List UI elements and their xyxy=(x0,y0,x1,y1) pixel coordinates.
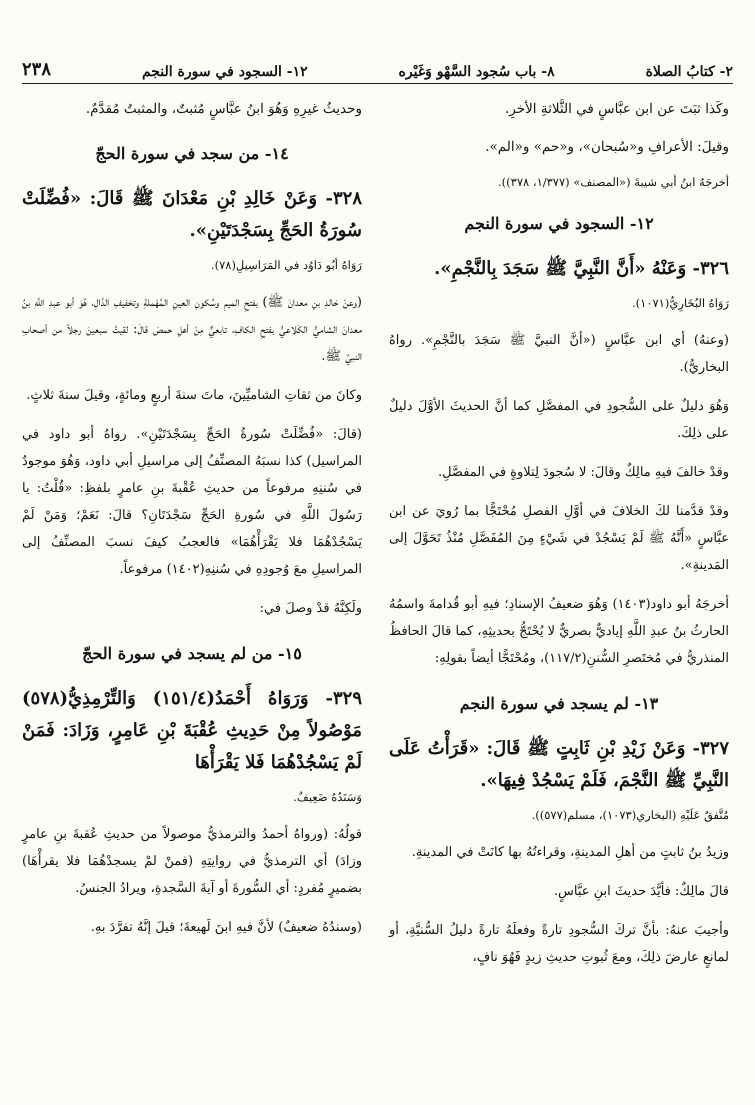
section-title: ١٢- السجود في سورة النجم xyxy=(464,214,654,233)
header-chapter-title: ٨- باب سُجود السَّهْو وَغَيْره xyxy=(398,64,555,80)
commentary: (وعنهُ) أي ابن عبَّاسٍ («أنَّ النبيَّ ﷺ سَجَدَ بالنَّجْمِ». رواهُ البخاريُّ). xyxy=(389,333,729,375)
commentary: أخرجَهُ أبو داود(١٤٠٣) وَهُوَ ضعيفُ الإسنادِ؛ فيهِ أبو قُدامةَ واسمُهُ الحارثُ بنُ عبدِ اللَّهِ إياديٌّ بصريٌّ لا يُحْتَجُّ بحديثِهِ، كما قالَ الحافظُ المنذريُّ في مُختَصرِ السُّننِ(١١٧/٢)، ومُحْتَجًّا أيضاً بقولِهِ: xyxy=(389,597,730,666)
commentary: وزيدُ بنُ ثابتٍ من أهلِ المدينةِ، وقراءتُهُ بها كانَتْ في المدينةِ. xyxy=(411,845,729,860)
source-citation: أخرجَهُ ابنُ أبي شيبةَ («المصنف» (١/٣٧٧، ٣٧٨)). xyxy=(498,175,729,189)
hadith-grading: وَسَنَدُهُ ضَعِيفٌ. xyxy=(293,790,362,804)
commentary: ولَكِنَّهُ قدْ وصلَ في: xyxy=(259,601,362,616)
section-title: ١٥- من لم يسجد في سورة الحجّ xyxy=(82,644,302,663)
page-number: ٢٣٨ xyxy=(22,59,52,80)
hadith-text: ٣٢٨- وَعَنْ خَالِدِ بْنِ مَعْدَانَ ﷺ قَالَ: «فُضِّلَتْ سُورَةُ الحَجِّ بِسَجْدَتَيْنِ». xyxy=(22,188,362,241)
commentary: وقدْ خالفَ فيهِ مالِكٌ وقالَ: لا سُجودَ لِتلاوةٍ في المفصَّلِ. xyxy=(437,465,729,480)
section-title: ١٤- من سجد في سورة الحجّ xyxy=(95,144,289,163)
hadith-text: ٣٢٦- وَعَنْهُ «أَنَّ النَّبِيَّ ﷺ سَجَدَ بِالنَّجْمِ». xyxy=(434,258,729,279)
commentary: (وعنْ خالدِ بنِ معدانَ ﷺ) بفتحِ الميمِ وسُكونِ العينِ المُهْملةِ وتخفيفِ الدَّالِ، هُوَ أبو عبدِ اللَّهِ بنُ معدانَ الشاميُّ الكَلاعيُّ بفتحِ الكافِ، تابعيٌّ مِنْ أهلِ حمصَ قالَ: لقيتُ سبعينَ رجلاً من أصحابِ النبيِّ ﷺ. xyxy=(22,295,362,364)
header-book-title: ٢- كتابُ الصلاة xyxy=(645,64,733,80)
section-title: ١٣- لم يسجد في سورة النجم xyxy=(459,694,659,713)
running-header xyxy=(22,58,733,84)
commentary: قالَ مالِكٌ: فأيَّدَ حديثَ ابنِ عبَّاسٍ. xyxy=(553,884,729,899)
paragraph: وكَذا ثبَتَ عن ابن عبَّاسٍ في الثَّلاثةِ الأخرِ. xyxy=(505,101,729,117)
hadith-source: رَوَاهُ أبُو دَاوُد في المَرَاسِيلِ(٧٨). xyxy=(210,258,362,272)
header-section-title: ١٢- السجود في سورة النجم xyxy=(141,64,308,80)
commentary: وَهُوَ دليلٌ على السُّجودِ في المفصَّلِ كما أنَّ الحديثَ الأوَّلَ دليلٌ على ذلِكَ. xyxy=(389,399,729,441)
commentary: وقدْ قدَّمنا لكَ الخلافَ في أوَّلِ الفصلِ مُحْتَجًّا بما رُويَ عن ابن عبَّاسٍ «أَنَّهُ ﷺ لَمْ يَسْجُدْ في شَيْءٍ مِنَ المُفَصَّلِ مُنْذُ تَحَوَّلَ إلى المَدينةِ». xyxy=(389,504,729,573)
hadith-source: رَوَاهُ البُخَارِيُّ(١٠٧١). xyxy=(632,296,729,310)
right-column xyxy=(389,96,729,1085)
left-column xyxy=(22,96,362,1085)
paragraph: وقيلَ: الأعرافِ و«سُبحان»، و«حم» و«الم». xyxy=(485,139,729,155)
commentary: قولُهُ: (ورواهُ أحمدُ والترمذيُّ موصولاً من حديثِ عُقبةَ بنِ عامرٍ وزادَ) أي الترمذيُّ في روايتِهِ (فمنْ لمْ يسجدْهُمَا فلا يقرأْهَا) بضميرٍ مُفردٍ: أي السُّورةَ أو آيةَ السَّجدةِ، ويرادُ الجنسُ. xyxy=(22,827,362,896)
commentary: وأجيبَ عنهُ: بأنَّ تركَ السُّجودِ تارةً وفعلَهُ تارةً دليلُ السُّنيَّةِ، أو لمانعٍ عارضَ ذلِكَ، ومعَ ثُبوتِ حديثِ زيدٍ فَهُوَ نافٍ، xyxy=(389,923,729,965)
hadith-text: ٣٢٧- وَعَنْ زَيْدِ بْنِ ثَابِتٍ ﷺ قَالَ: «قَرَأْتُ عَلَى النَّبِيِّ ﷺ النَّجْمَ، فَلَمْ يَسْجُدْ فِيهَا». xyxy=(389,738,729,791)
paragraph: وحديثُ غيرِهِ وَهُوَ ابنُ عبَّاسٍ مُثبتٌ، والمثبتُ مُقدَّمٌ. xyxy=(85,101,362,117)
hadith-source: مُتَّفقٌ عَلَيْهِ (البخاري(١٠٧٣)، مسلم(٥٧٧)). xyxy=(531,808,729,822)
commentary: (وسندُهُ ضعيفٌ) لأنَّ فيهِ ابنَ لَهيعةَ؛ قيلَ إنَّهُ تفرَّدَ بهِ. xyxy=(90,920,362,935)
commentary: وكانَ من ثقاتِ الشاميِّينَ، ماتَ سنةَ أربعٍ ومائةٍ، وقيلَ سنةَ ثلاثٍ. xyxy=(26,388,362,403)
commentary: (قالَ: «فُضِّلَتْ سُورةُ الحَجِّ بِسَجْدَتَيْنِ». رواهُ أبو داود في المراسيل) كذا نسبَهُ المصنِّفُ إلى مراسيلِ أبي داود، وَهُوَ موجودٌ في سُننِهِ مرفوعاً من حديثِ عُقْبةَ بنِ عامرٍ بلفظِ: «قُلْتُ: يا رَسُولَ اللَّهِ في سُورةِ الحَجِّ سَجْدَتَانِ؟ قالَ: نَعَمْ؛ وَمَنْ لَمْ يَسْجُدْهُمَا فلا يَقْرَأْهُمَا» فالعجبُ كيفَ نسبَ المصنِّفُ إلى المراسيلِ معَ وُجودِهِ في سُننِهِ(١٤٠٢) مرفوعاً. xyxy=(22,427,362,577)
hadith-text: ٣٢٩- وَرَوَاهُ أَحْمَدُ(١٥١/٤) وَالتِّرْمِذِيُّ(٥٧٨) مَوْصُولاً مِنْ حَدِيثِ عُقْبَةَ بْنِ عَامِرٍ، وَزَادَ: فَمَنْ لَمْ يَسْجُدْهُمَا فَلا يَقْرَأْهَا xyxy=(22,688,362,773)
